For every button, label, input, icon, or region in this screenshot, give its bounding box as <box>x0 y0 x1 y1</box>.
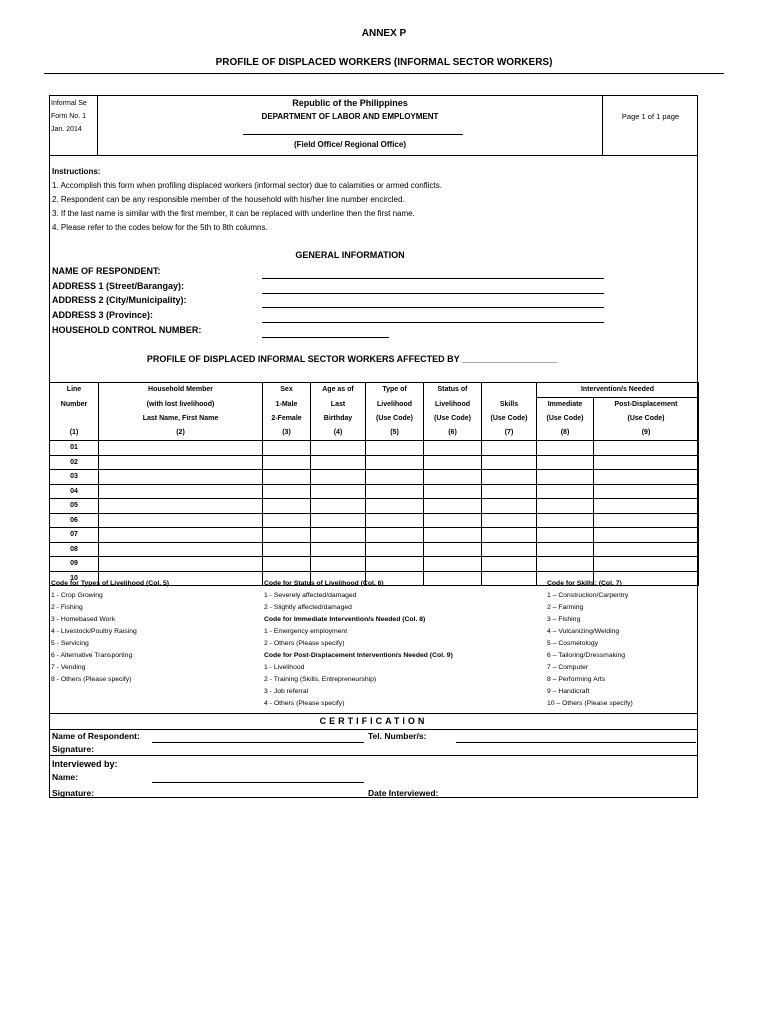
form-code-line: Jan. 2014 <box>51 126 82 133</box>
col-number: (6) <box>424 426 482 441</box>
address1-field[interactable] <box>262 293 604 294</box>
livelihood-status-cell[interactable] <box>424 528 482 543</box>
col-number: (1) <box>50 426 99 441</box>
code-item: 8 - Others (Please specify) <box>51 676 132 683</box>
office-label: (Field Office/ Regional Office) <box>293 140 406 149</box>
code-item: 1 - Emergency employment <box>264 628 348 635</box>
code-item: 9 – Handicraft <box>547 688 590 695</box>
skills-cell[interactable] <box>482 455 537 470</box>
code-item: 10 – Others (Please specify) <box>547 700 633 707</box>
page-number: Page 1 of 1 page <box>602 95 698 155</box>
date-interviewed-label: Date Interviewed: <box>368 788 439 798</box>
code-item: 2 – Farming <box>547 604 584 611</box>
col-header: 2-Female <box>263 412 311 426</box>
immediate-cell[interactable] <box>537 470 594 485</box>
livelihood-codes-heading: Code for Types of Livelihood (Col. 5) <box>51 580 170 587</box>
member-cell[interactable] <box>99 557 263 572</box>
address1-label: ADDRESS 1 (Street/Barangay): <box>52 281 185 291</box>
livelihood-status-cell[interactable] <box>424 470 482 485</box>
profile-table <box>49 382 699 586</box>
tel-label: Tel. Number/s: <box>368 731 427 741</box>
respondent-label: Name of Respondent: <box>52 731 140 741</box>
sex-cell[interactable] <box>263 513 311 528</box>
immediate-cell[interactable] <box>537 557 594 572</box>
header-divider <box>49 155 698 156</box>
age-cell[interactable] <box>311 484 366 499</box>
code-item: 7 – Computer <box>547 664 589 671</box>
livelihood-type-cell[interactable] <box>366 484 424 499</box>
col-header: Age as of <box>311 383 366 398</box>
livelihood-status-cell[interactable] <box>424 441 482 456</box>
line-number: 10 <box>50 571 99 586</box>
sex-cell[interactable] <box>263 455 311 470</box>
code-item: 3 - Job referral <box>264 688 309 695</box>
instruction-item: 3. If the last name is similar with the first member, it can be replaced with underline then the first name. <box>52 209 415 218</box>
interviewer-name-label: Name: <box>52 772 78 782</box>
line-number: 09 <box>50 557 99 572</box>
sex-cell[interactable] <box>263 499 311 514</box>
table-header-row <box>50 426 699 441</box>
post-displacement-cell[interactable] <box>594 455 699 470</box>
interviewed-by-label: Interviewed by: <box>52 759 118 769</box>
livelihood-status-cell[interactable] <box>424 557 482 572</box>
member-cell[interactable] <box>99 528 263 543</box>
col-header: 1-Male <box>263 398 311 413</box>
col-header: (Use Code) <box>366 412 424 426</box>
address3-label: ADDRESS 3 (Province): <box>52 310 154 320</box>
skills-cell[interactable] <box>482 513 537 528</box>
code-item: 2 - Slightly affected/damaged <box>264 604 352 611</box>
immediate-cell[interactable] <box>537 528 594 543</box>
post-displacement-cell[interactable] <box>594 470 699 485</box>
sex-cell[interactable] <box>263 441 311 456</box>
code-item: 2 - Training (Skills, Entrepreneurship) <box>264 676 377 683</box>
col-header: Livelihood <box>424 398 482 413</box>
livelihood-status-cell[interactable] <box>424 542 482 557</box>
col-header: Immediate <box>537 398 594 413</box>
sex-cell[interactable] <box>263 528 311 543</box>
col-number: (3) <box>263 426 311 441</box>
tel-field[interactable] <box>456 742 696 743</box>
skills-cell[interactable] <box>482 441 537 456</box>
col-header: Line <box>50 383 99 398</box>
post-displacement-cell[interactable] <box>594 528 699 543</box>
post-displacement-cell[interactable] <box>594 441 699 456</box>
office-underline <box>243 134 463 135</box>
livelihood-type-cell[interactable] <box>366 499 424 514</box>
livelihood-type-cell[interactable] <box>366 557 424 572</box>
certification-divider <box>49 713 698 714</box>
title-rule <box>44 73 724 74</box>
livelihood-type-cell[interactable] <box>366 455 424 470</box>
address2-field[interactable] <box>262 307 604 308</box>
household-control-label: HOUSEHOLD CONTROL NUMBER: <box>52 325 202 335</box>
line-number: 01 <box>50 441 99 456</box>
table-row <box>50 557 699 572</box>
member-cell[interactable] <box>99 513 263 528</box>
table-row <box>50 499 699 514</box>
interviewer-signature-label: Signature: <box>52 788 95 798</box>
line-number: 07 <box>50 528 99 543</box>
line-number: 04 <box>50 484 99 499</box>
intervention-header: Intervention/s Needed <box>537 383 699 398</box>
member-cell[interactable] <box>99 499 263 514</box>
immediate-cell[interactable] <box>537 455 594 470</box>
col-header <box>482 383 537 398</box>
instruction-item: 4. Please refer to the codes below for the 5th to 8th columns. <box>52 223 268 232</box>
post-displacement-cell[interactable] <box>594 484 699 499</box>
line-number: 02 <box>50 455 99 470</box>
col-header: (Use Code) <box>424 412 482 426</box>
sex-cell[interactable] <box>263 484 311 499</box>
table-header-row <box>50 383 699 398</box>
interviewer-name-field[interactable] <box>152 782 364 783</box>
certification-divider <box>49 729 698 730</box>
post-displacement-cell[interactable] <box>594 499 699 514</box>
profile-title: PROFILE OF DISPLACED INFORMAL SECTOR WORKERS AFFECTED BY ___________________ <box>146 354 558 364</box>
interviewer-signature-field[interactable] <box>152 797 364 798</box>
signature-label: Signature: <box>52 744 95 754</box>
code-item: 6 – Tailoring/Dressmaking <box>547 652 626 659</box>
member-cell[interactable] <box>99 441 263 456</box>
sex-cell[interactable] <box>263 542 311 557</box>
col-number: (7) <box>482 426 537 441</box>
code-item: 2 - Fishing <box>51 604 83 611</box>
republic-label: Republic of the Philippines <box>292 98 408 108</box>
skills-cell[interactable] <box>482 470 537 485</box>
form-code-cell <box>49 95 98 155</box>
form-code-line: Informal Se <box>51 100 87 107</box>
code-item: 4 - Others (Please specify) <box>264 700 345 707</box>
table-row <box>50 470 699 485</box>
col-header: (Use Code) <box>482 412 537 426</box>
livelihood-type-cell[interactable] <box>366 441 424 456</box>
code-item: 1 - Severely affected/damaged <box>264 592 357 599</box>
livelihood-status-cell[interactable] <box>424 484 482 499</box>
code-item: 1 - Livelihood <box>264 664 305 671</box>
line-number: 03 <box>50 470 99 485</box>
address3-field[interactable] <box>262 322 604 323</box>
form-code-line: Form No. 1 <box>51 113 87 120</box>
instruction-item: 2. Respondent can be any responsible member of the household with his/her line number encircled. <box>52 195 405 204</box>
line-number: 08 <box>50 542 99 557</box>
skills-codes-heading: Code for Skills: (Col. 7) <box>547 580 622 587</box>
respondent-name-label: NAME OF RESPONDENT: <box>52 266 161 276</box>
col-header: Post-Displacement <box>594 398 699 413</box>
table-row <box>50 542 699 557</box>
age-cell[interactable] <box>311 455 366 470</box>
code-item: 5 – Cosmetology <box>547 640 599 647</box>
skills-cell[interactable] <box>482 571 537 586</box>
col-number: (2) <box>99 426 263 441</box>
livelihood-type-cell[interactable] <box>366 513 424 528</box>
table-header-row <box>50 412 699 426</box>
livelihood-type-cell[interactable] <box>366 528 424 543</box>
col-header: (Use Code) <box>594 412 699 426</box>
address2-label: ADDRESS 2 (City/Municipality): <box>52 295 187 305</box>
department-label: DEPARTMENT OF LABOR AND EMPLOYMENT <box>261 112 439 121</box>
annex-label: ANNEX P <box>361 28 407 39</box>
col-header: (with lost livelihood) <box>99 398 263 413</box>
immediate-cell[interactable] <box>537 484 594 499</box>
livelihood-status-cell[interactable] <box>424 499 482 514</box>
post-displacement-cell[interactable] <box>594 542 699 557</box>
col-header: Household Member <box>99 383 263 398</box>
age-cell[interactable] <box>311 513 366 528</box>
post-displacement-cell[interactable] <box>594 513 699 528</box>
table-header-row <box>50 398 699 413</box>
col-header: Birthday <box>311 412 366 426</box>
skills-cell[interactable] <box>482 542 537 557</box>
sex-cell[interactable] <box>263 557 311 572</box>
code-item: 7 - Vending <box>51 664 86 671</box>
code-item: 3 – Fishing <box>547 616 581 623</box>
certification-title: CERTIFICATION <box>319 716 428 726</box>
age-cell[interactable] <box>311 528 366 543</box>
code-item: 8 – Performing Arts <box>547 676 606 683</box>
respondent-name-signature-field[interactable] <box>152 742 364 743</box>
immediate-cell[interactable] <box>537 441 594 456</box>
code-item: 1 - Crop Growing <box>51 592 103 599</box>
instructions-heading: Instructions: <box>52 167 101 176</box>
col-header: Number <box>50 398 99 413</box>
code-item: 5 - Servicing <box>51 640 89 647</box>
certification-divider <box>49 755 698 756</box>
livelihood-codes <box>51 578 169 686</box>
member-cell[interactable] <box>99 470 263 485</box>
skills-cell[interactable] <box>482 528 537 543</box>
immediate-cell[interactable] <box>537 513 594 528</box>
code-item: 1 – Construction/Carpentry <box>547 592 629 599</box>
immediate-codes-heading: Code for Immediate Intervention/s Needed (Col. 8) <box>264 616 426 623</box>
age-cell[interactable] <box>311 470 366 485</box>
livelihood-status-cell[interactable] <box>424 455 482 470</box>
instruction-item: 1. Accomplish this form when profiling displaced workers (informal sector) due to calamities or armed conflicts. <box>52 181 442 190</box>
table-row <box>50 528 699 543</box>
code-item: 4 – Vulcanizing/Welding <box>547 628 620 635</box>
skills-codes <box>547 578 633 710</box>
skills-cell[interactable] <box>482 499 537 514</box>
col-header: Last <box>311 398 366 413</box>
age-cell[interactable] <box>311 441 366 456</box>
table-row <box>50 513 699 528</box>
col-header: Sex <box>263 383 311 398</box>
col-header: Livelihood <box>366 398 424 413</box>
code-item: 3 - Homebased Work <box>51 616 116 623</box>
col-header: Last Name, First Name <box>99 412 263 426</box>
col-number: (8) <box>537 426 594 441</box>
age-cell[interactable] <box>311 542 366 557</box>
livelihood-type-cell[interactable] <box>366 470 424 485</box>
post-codes-heading: Code for Post-Displacement Intervention/s Needed (Col. 9) <box>264 652 453 659</box>
col-number: (9) <box>594 426 699 441</box>
member-cell[interactable] <box>99 455 263 470</box>
immediate-cell[interactable] <box>537 542 594 557</box>
col-header: (Use Code) <box>537 412 594 426</box>
livelihood-status-cell[interactable] <box>424 513 482 528</box>
line-number: 05 <box>50 499 99 514</box>
sex-cell[interactable] <box>263 470 311 485</box>
immediate-cell[interactable] <box>537 499 594 514</box>
col-header <box>50 412 99 426</box>
post-displacement-cell[interactable] <box>594 557 699 572</box>
line-number: 06 <box>50 513 99 528</box>
code-item: 6 - Alternative Transporting <box>51 652 133 659</box>
general-information-title: GENERAL INFORMATION <box>295 250 405 260</box>
respondent-name-field[interactable] <box>262 278 604 279</box>
table-row <box>50 455 699 470</box>
livelihood-type-cell[interactable] <box>366 542 424 557</box>
age-cell[interactable] <box>311 557 366 572</box>
col-number: (5) <box>366 426 424 441</box>
col-header: Type of <box>366 383 424 398</box>
col-header: Skills <box>482 398 537 413</box>
status-codes-heading: Code for Status of Livelihood (Col. 6) <box>264 580 384 587</box>
code-item: 4 - Livestock/Poultry Raising <box>51 628 137 635</box>
document-title: PROFILE OF DISPLACED WORKERS (INFORMAL SECTOR WORKERS) <box>215 57 553 68</box>
date-interviewed-field[interactable] <box>472 797 696 798</box>
age-cell[interactable] <box>311 499 366 514</box>
skills-cell[interactable] <box>482 484 537 499</box>
table-row <box>50 484 699 499</box>
household-control-field[interactable] <box>262 337 389 338</box>
skills-cell[interactable] <box>482 557 537 572</box>
code-item: 2 - Others (Please specify) <box>264 640 345 647</box>
member-cell[interactable] <box>99 484 263 499</box>
table-row <box>50 441 699 456</box>
member-cell[interactable] <box>99 542 263 557</box>
status-codes <box>264 578 453 710</box>
col-header: Status of <box>424 383 482 398</box>
col-number: (4) <box>311 426 366 441</box>
